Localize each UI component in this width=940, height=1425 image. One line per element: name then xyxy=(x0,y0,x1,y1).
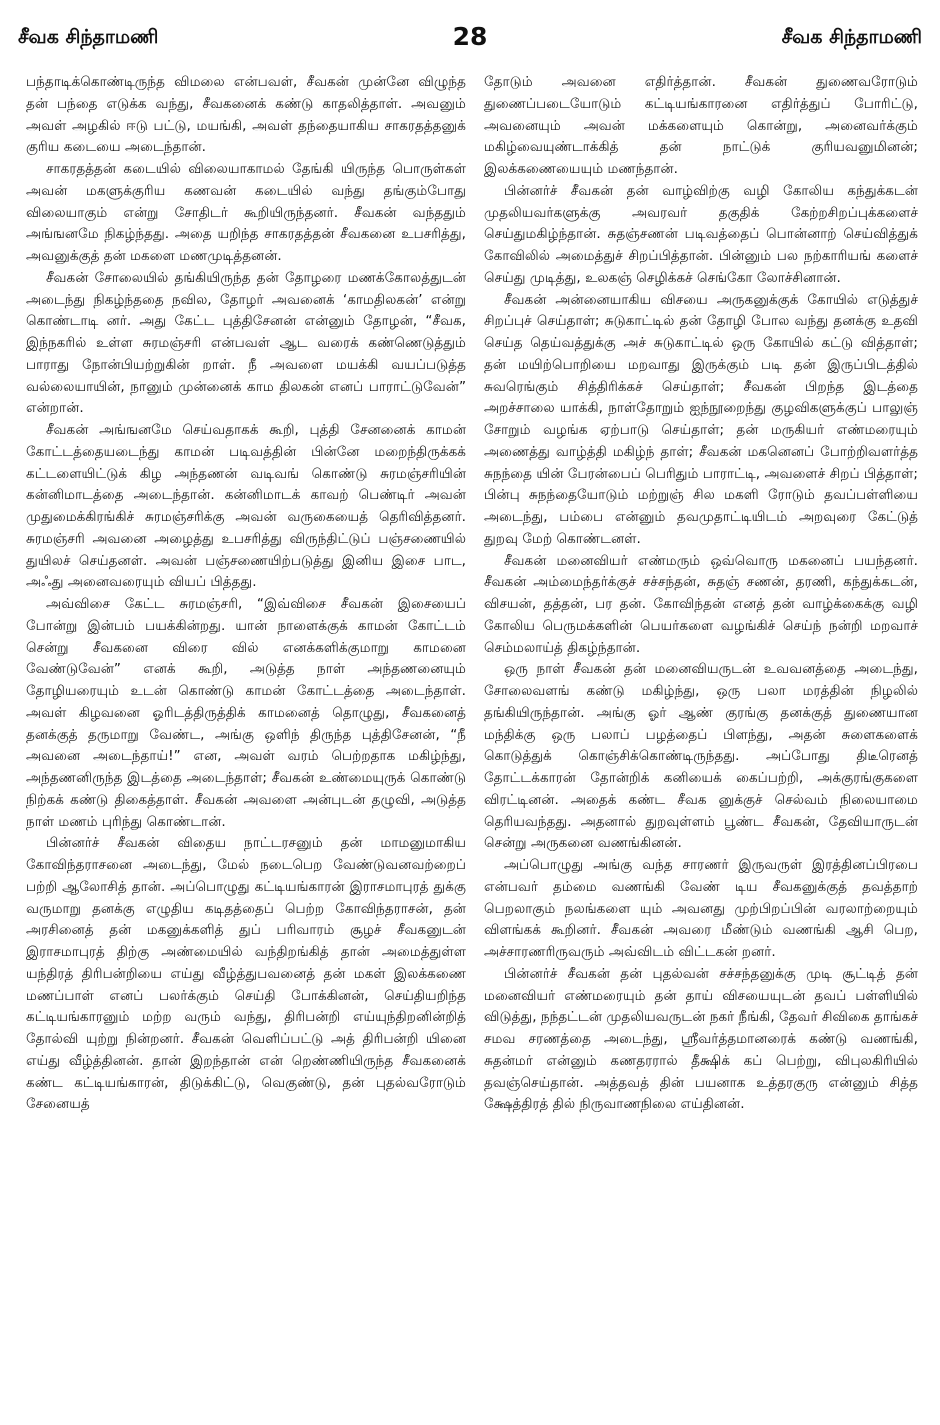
paragraph: சீவகன் மனைவியர் எண்மரும் ஒவ்வொரு மகனைப் பயந்தனர். சீவகன் அம்மைந்தர்க்குச் சச்சந்தன், சுதஞ் சணன், தரணி, கந்துக்கடன், விசயன், தத்தன், பர தன். கோவிந்தன் எனத் தன் வாழ்க்கைக்கு வழி கோலிய பெருமக்களின் பெயர்களை வழங்கிச் செய்ந் நன்றி மறவாச் செம்மலாய்த் திகழ்ந்தான். xyxy=(484,552,918,656)
paragraph: தோடும் அவனை எதிர்த்தான். சீவகன் துணைவரோடும் துணைப்படையோடும் கட்டியங்காரனை எதிர்த்துப் போரிட்டு, அவனையும் அவன் மக்களையும் கொன்று, அனைவர்க்கும் மகிழ்வையுண்டாக்கித் தன் நாட்டுக் குரியவனுமினன்; இலக்கணையையும் மணந்தான். xyxy=(484,74,918,177)
paragraph: சாகரதத்தன் கடையில் விலையாகாமல் தேங்கி யிருந்த பொருள்கள் அவன் மகளுக்குரிய கணவன் கடையில் வந்து தங்கும்போது விலையாகும் என்று சோதிடர் கூறியிருந்தனர். சீவகன் வந்ததும் அங்ஙனமே நிகழ்ந்தது. அதை யறிந்த சாகரதத்தன் சீவகனை உபசரித்து, அவனுக்குத் தன் மகளை மணமுடித்தனன். xyxy=(26,161,466,264)
paragraph: பின்னர்ச் சீவகன் தன் புதல்வன் சச்சந்தனுக்கு முடி சூட்டித் தன் மனைவியர் எண்மரையும் தன் தாய் விசயையுடன் தவப் பள்ளியில் விடுத்து, நந்தட்டன் முதலியவருடன் நகர் நீங்கி, தேவர் சிவிகை தாங்கச் சமவ சரணத்தை அடைந்து, ஸ்ரீவர்த்தமானரைக் கண்டு வணங்கி, சுதன்மர் என்னும் கணதரரால் தீக்ஷிக் கப் பெற்று, விபுலகிரியில் தவஞ்செய்தான். அத்தவத் தின் பயனாக உத்தரகுரு என்னும் சித்த க்ஷேத்திரத் தில் நிருவாணநிலை எய்தினன். xyxy=(484,965,918,1113)
left-column xyxy=(26,72,466,1412)
page-number: 28 xyxy=(452,22,488,51)
paragraph: சீவகன் அன்னையாகிய விசயை அருகனுக்குக் கோயில் எடுத்துச் சிறப்புச் செய்தாள்; சுடுகாட்டில் தன் தோழி போல வந்து தனக்கு உதவி செய்த தெய்வத்துக்கு அச் சுடுகாட்டில் ஒரு கோயில் கட்டு வித்தாள்; தன் மயிற்பொறியை மறவாது இருக்கும் படி தன் இருப்பிடத்தில் சுவரெங்கும் சித்திரிக்கச் செய்தாள்; சீவகன் பிறந்த இடத்தை அறச்சாலை யாக்கி, நாள்தோறும் ஐந்நூறைந்து குழவிகளுக்குப் பாலுஞ் சோறும் வழங்க ஏற்பாடு செய்தாள்; தன் மருகியர் எண்மரையும் அணைத்து வாழ்த்தி மகிழ்ந் தாள்; சீவகன் மகனெனப் போற்றிவளர்த்த சுநந்தை யின் பேரன்பைப் பெரிதும் பாராட்டி, அவளைச் சிறப் பித்தாள்; பின்பு சுநந்தையோடும் மற்றுஞ் சில மகளி ரோடும் தவப்பள்ளியை அடைந்து, பம்பை என்னும் தவமுதாட்டியிடம் அறவுரை கேட்டுத் துறவு மேற் கொண்டனள். xyxy=(484,291,918,547)
right-column xyxy=(484,72,918,1412)
paragraph: பந்தாடிக்கொண்டிருந்த விமலை என்பவள், சீவகன் முன்னே விழுந்த தன் பந்தை எடுக்க வந்து, சீவகனைக் கண்டு காதலித்தாள். அவனும் அவள் அழகில் ஈடு பட்டு, மயங்கி, அவள் தந்தையாகிய சாகரதத்தனுக் குரிய கடையை அடைந்தான். xyxy=(26,74,466,156)
paragraph: அப்பொழுது அங்கு வந்த சாரணர் இருவருள் இரத்தினப்பிரபை என்பவர் தம்மை வணங்கி வேண் டிய சீவகனுக்குத் தவத்தாற் பெறலாகும் நலங்களை யும் அவனது முற்பிறப்பின் வரலாற்றையும் விளங்கக் கூறினர். சீவகன் அவரை மீண்டும் வணங்கி ஆசி பெற, அச்சாரணரிருவரும் அவ்விடம் விட்டகன் றனர். xyxy=(484,857,918,960)
running-title-right: சீவக சிந்தாமணி xyxy=(781,26,922,48)
paragraph: சீவகன் சோலையில் தங்கியிருந்த தன் தோழரை மணக்கோலத்துடன் அடைந்து நிகழ்ந்ததை நவில, தோழர் அவனைக் ‘காமதிலகன்’ என்று கொண்டாடி னர். அது கேட்ட புத்திசேனன் என்னும் தோழன், “சீவக, இந்நகரில் உள்ள சுரமஞ்சரி என்பவள் ஆட வரைக் கண்ணெடுத்தும் பாராது நோன்பியற்றுகின் றாள். நீ அவளை மயக்கி வயப்படுத்த வல்லையாயின், நானும் முன்னைக் காம திலகன் எனப் பாராட்டுவேன்” என்றான். xyxy=(26,269,466,417)
paragraph: பின்னர்ச் சீவகன் தன் வாழ்விற்கு வழி கோலிய கந்துக்கடன் முதலியவர்களுக்கு அவரவர் தகுதிக் கேற்றசிறப்புக்களைச் செய்துமகிழ்ந்தான். சுதஞ்சணன் படிவத்தைப் பொன்னாற் செய்வித்துக் கோவிலில் அமைத்துச் சிறப்பித்தான். பின்னும் பல நற்காரியங் களைச் செய்து முடித்து, உலகஞ் செழிக்கச் செங்கோ லோச்சினான். xyxy=(484,182,918,286)
running-title-left: சீவக சிந்தாமணி xyxy=(18,26,159,48)
paragraph: பின்னர்ச் சீவகன் விதைய நாட்டரசனும் தன் மாமனுமாகிய கோவிந்தராசனை அடைந்து, மேல் நடைபெற வேண்டுவனவற்றைப் பற்றி ஆலோசித் தான். அப்பொழுது கட்டியங்காரன் இராசமாபுரத் துக்கு வருமாறு தனக்கு எழுதிய கடிதத்தைப் பெற்ற கோவிந்தராசன், தன் அரசினைத் தன் மகனுக்களித் துப் பரிவாரம் சூழச் சீவகனுடன் இராசமாபுரத் திற்கு அண்மையில் வந்திறங்கித் தான் அமைத்துள்ள யந்திரத் திரிபன்றியை எய்து வீழ்த்துபவனைத் தன் மகள் இலக்கணை மணப்பாள் எனப் பலர்க்கும் செய்தி போக்கினன், செய்தியறிந்த கட்டியங்காரனும் மற்ற வரும் வந்து, திரிபன்றி எய்யுந்திறனின்றித் தோல்வி யுற்று நின்றனர். சீவகன் வெளிப்பட்டு அத் திரிபன்றி யினை எய்து வீழ்த்தினன். தான் இறந்தான் என் றெண்ணியிருந்த சீவகனைக் கண்ட கட்டியங்காரன், திடுக்கிட்டு, வெகுண்டு, தன் புதல்வரோடும் சேனையத் xyxy=(26,835,466,1113)
paragraph: சீவகன் அங்ஙனமே செய்வதாகக் கூறி, புத்தி சேனனைக் காமன் கோட்டத்தையடைந்து காமன் படிவத்தின் பின்னே மறைந்திருக்கக் கட்டளையிட்டுக் கிழ அந்தணன் வடிவங் கொண்டு சுரமஞ்சரியின் கன்னிமாடத்தை அடைந்தான். கன்னிமாடக் காவற் பெண்டிர் அவன் முதுமைக்கிரங்கிச் சுரமஞ்சரிக்கு அவன் வருகையைத் தெரிவித்தனர். சுரமஞ்சரி அவனை அழைத்து உபசரித்து விருந்திட்டுப் பஞ்சணையில் துயிலச் செய்தனள். அவன் பஞ்சணையிற்படுத்து இனிய இசை பாட, அஃது அனைவரையும் வியப் பித்தது. xyxy=(26,422,466,591)
paragraph: ஒரு நாள் சீவகன் தன் மனைவியருடன் உவவனத்தை அடைந்து, சோலைவளங் கண்டு மகிழ்ந்து, ஒரு பலா மரத்தின் நிழலில் தங்கியிருந்தான். அங்கு ஓர் ஆண் குரங்கு தனக்குத் துணையான மந்திக்கு ஒரு பலாப் பழத்தைப் பிளந்து, அதன் சுளைகளைக் கொடுத்துக் கொஞ்சிக்கொண்டிருந்தது. அப்போது திடீரெனத் தோட்டக்காரன் தோன்றிக் கனியைக் கைப்பற்றி, அக்குரங்குகளை விரட்டினன். அதைக் கண்ட சீவக னுக்குச் செல்வம் நிலையாமை தெரியவந்தது. அதனால் துறவுள்ளம் பூண்ட சீவகன், தேவியாருடன் சென்று அருகனை வணங்கினன். xyxy=(484,661,918,852)
page-header xyxy=(18,22,922,62)
paragraph: அவ்விசை கேட்ட சுரமஞ்சரி, “இவ்விசை சீவகன் இசையைப் போன்று இன்பம் பயக்கின்றது. யான் நாளைக்குக் காமன் கோட்டம் சென்று சீவகனை விரை வில் எனக்களிக்குமாறு காமனை வேண்டுவேன்” எனக் கூறி, அடுத்த நாள் அந்தணனையும் தோழியரையும் உடன் கொண்டு காமன் கோட்டத்தை அடைந்தாள். அவள் கிழவனை ஓரிடத்திருத்திக் காமனைத் தொழுது, சீவகனைத் தனக்குத் தருமாறு வேண்ட, அங்கு ஒளிந் திருந்த புத்திசேனன், “நீ அவனை அடைந்தாய்!” என, அவள் வரம் பெற்றதாக மகிழ்ந்து, அந்தணனிருந்த இடத்தை அடைந்தாள்; சீவகன் உண்மையுருக் கொண்டு நிற்கக் கண்டு திகைத்தாள். சீவகன் அவளை அன்புடன் தழுவி, அடுத்த நாள் மணம் புரிந்து கொண்டான். xyxy=(26,596,466,830)
